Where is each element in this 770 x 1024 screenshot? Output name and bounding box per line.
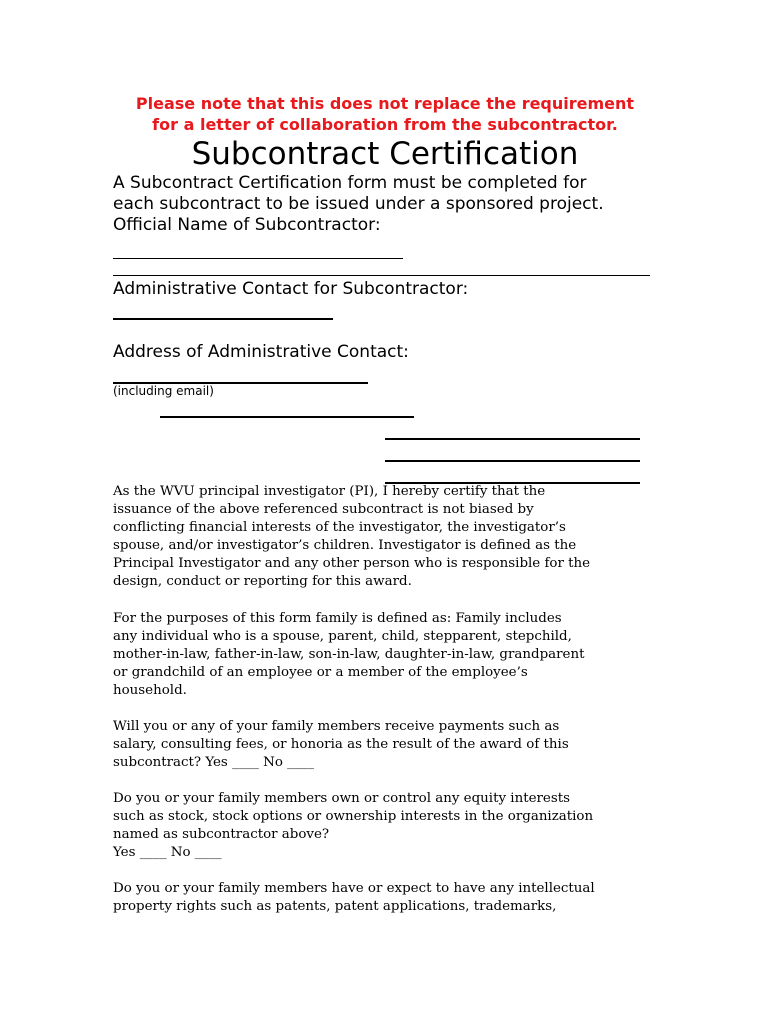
paragraph-line: design, conduct or reporting for this award.: [113, 574, 412, 590]
paragraph-line: Do you or your family members own or control any equity interests: [113, 791, 570, 806]
paragraph-line: conflicting financial interests of the investigator, the investigator’s: [113, 520, 566, 536]
family-definition-paragraph: [113, 610, 673, 700]
paragraph-line: or grandchild of an employee or a member of the employee’s: [113, 665, 528, 681]
ip-question: [113, 880, 673, 916]
paragraph-line: As the WVU principal investigator (PI), I hereby certify that the: [113, 484, 546, 499]
notice-line-1: Please note that this does not replace the requirement: [135, 94, 635, 113]
paragraph-line: For the purposes of this form family is defined as: Family includes: [113, 611, 562, 626]
paragraph-line: such as stock, stock options or ownership interests in the organization: [113, 809, 594, 825]
paragraph-line: any individual who is a spouse, parent, child, stepparent, stepchild,: [113, 629, 572, 645]
paragraph-line: Principal Investigator and any other person who is responsible for the: [113, 556, 591, 572]
page-title: Subcontract Certification: [191, 136, 579, 172]
address-blank-3[interactable]: [385, 438, 640, 440]
admin-contact-label: Administrative Contact for Subcontractor:: [113, 279, 469, 299]
notice-line-2: for a letter of collaboration from the subcontractor.: [152, 115, 618, 134]
official-name-blank-2[interactable]: [113, 275, 650, 276]
pi-certification-paragraph: [113, 483, 673, 592]
paragraph-line: issuance of the above referenced subcontract is not biased by: [113, 502, 534, 518]
payments-question: [113, 718, 673, 772]
equity-yes-no-line[interactable]: Yes ____ No ____: [113, 845, 222, 861]
paragraph-line: named as subcontractor above?: [113, 827, 330, 843]
equity-question: [113, 790, 673, 862]
intro-line-1: A Subcontract Certification form must be completed for: [113, 173, 587, 193]
paragraph-line: Do you or your family members have or expect to have any intellectual: [113, 881, 595, 896]
paragraph-line: spouse, and/or investigator’s children. Investigator is defined as the: [113, 538, 577, 554]
including-email-note: (including email): [113, 384, 214, 398]
intro-line-2: each subcontract to be issued under a sponsored project.: [113, 194, 604, 214]
address-label: Address of Administrative Contact:: [113, 342, 409, 362]
paragraph-line: mother-in-law, father-in-law, son-in-law, daughter-in-law, grandparent: [113, 647, 585, 663]
official-name-label: Official Name of Subcontractor:: [113, 215, 381, 235]
admin-contact-blank[interactable]: [113, 318, 333, 320]
paragraph-line: Will you or any of your family members receive payments such as: [113, 719, 560, 734]
paragraph-line: property rights such as patents, patent applications, trademarks,: [113, 899, 557, 915]
paragraph-line: household.: [113, 683, 187, 699]
paragraph-line: salary, consulting fees, or honoria as the result of the award of this: [113, 737, 569, 753]
address-blank-2[interactable]: [160, 416, 414, 418]
collaboration-letter-notice: [90, 93, 680, 135]
payments-yes-no-line[interactable]: subcontract? Yes ____ No ____: [113, 755, 314, 771]
address-blank-4[interactable]: [385, 460, 640, 462]
official-name-blank-1[interactable]: [113, 258, 403, 259]
